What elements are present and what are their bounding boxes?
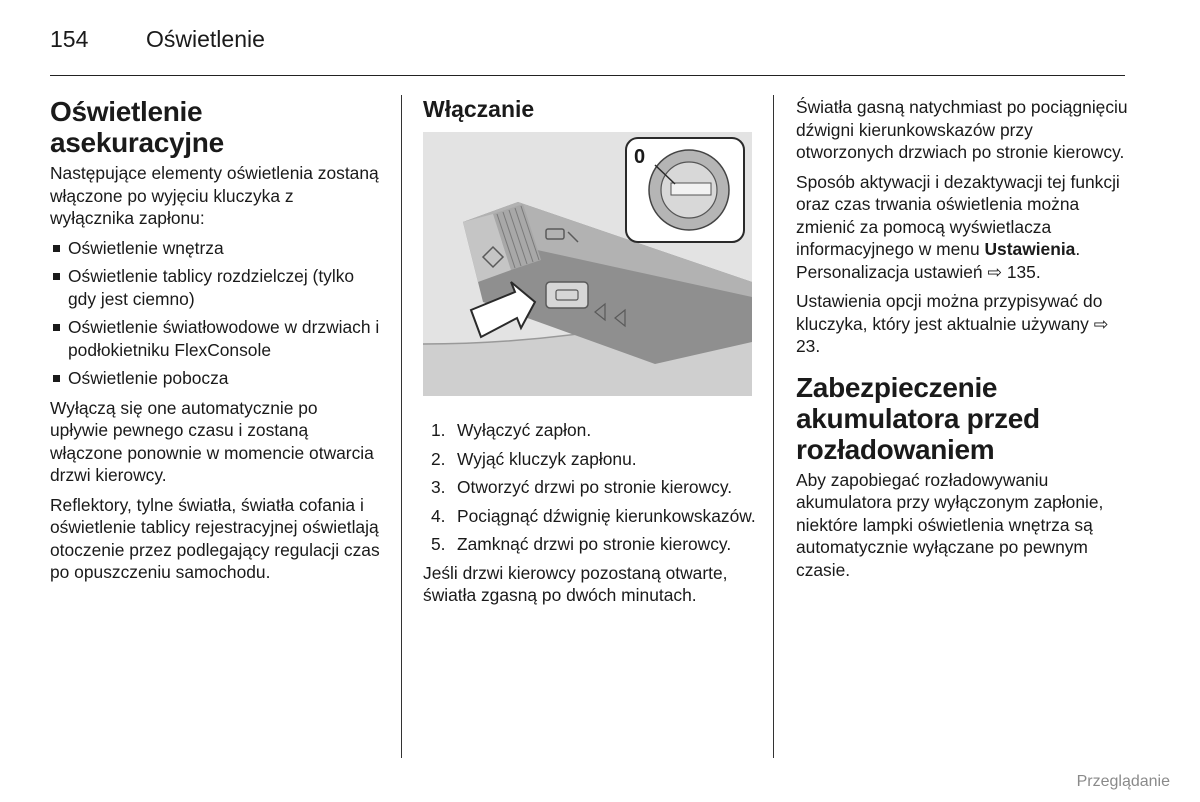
step-item xyxy=(423,533,758,556)
stalk-illustration xyxy=(423,132,752,396)
bullet-item: Oświetlenie tablicy rozdzielczej (tylko gdy jest ciemno) xyxy=(50,265,380,310)
step-text: Otworzyć drzwi po stronie kierowcy. xyxy=(457,477,733,497)
auto-off-paragraph: Wyłączą się one automatycznie po upływie pewnego czasu i zostaną włączone ponownie w momencie otwarcia drzwi kierowcy. xyxy=(50,397,374,485)
step-number: 3. xyxy=(431,477,446,497)
page-reference-link[interactable]: 135. xyxy=(1006,261,1041,282)
exit-lighting-paragraph: Reflektory, tylne światła, światła cofania i oświetlenie tablicy rejestracyjnej oświetlają otoczenie przez podlegający regulacji czas po opuszczeniu samochodu. xyxy=(50,494,380,582)
key-assignment-paragraph xyxy=(796,290,1128,358)
step-number: 1. xyxy=(431,420,446,440)
page-number: 154 xyxy=(50,26,89,52)
lights-off-paragraph: Światła gasną natychmiast po pociągnięciu dźwigni kierunkowskazów przy otworzonych drzwiach po stronie kierowcy. xyxy=(796,97,1128,162)
page-header xyxy=(50,26,265,53)
settings-menu-name: Ustawienia xyxy=(984,239,1076,259)
chapter-title: Oświetlenie xyxy=(146,26,265,52)
step-item xyxy=(423,419,758,442)
page-reference-link[interactable]: 23. xyxy=(796,336,821,356)
intro-paragraph: Następujące elementy oświetlenia zostaną włączone po wyjęciu kluczyka z wyłącznika zapłonu: xyxy=(50,163,379,228)
step-text: Wyjąć kluczyk zapłonu. xyxy=(457,448,637,469)
door-open-note: Jeśli drzwi kierowcy pozostaną otwarte, światła zgasną po dwóch minutach. xyxy=(423,562,728,605)
header-rule xyxy=(50,75,1125,76)
step-text: Wyłączyć zapłon. xyxy=(457,420,592,440)
step-item xyxy=(423,476,758,499)
middle-column xyxy=(423,96,758,122)
left-column xyxy=(50,96,380,591)
steps-list xyxy=(423,419,758,556)
column-divider-1 xyxy=(401,95,402,758)
settings-text: Sposób aktywacji i dezaktywacji tej funkcji oraz czas trwania oświetlenia można zmienić za pomocą wyświetlacza informacyjnego w menu xyxy=(796,171,1120,259)
settings-text-cont: . Personalizacja ustawień xyxy=(796,239,1081,282)
step-text: Pociągnąć dźwignię kierunkowskazów. xyxy=(457,505,756,526)
bullet-item: Oświetlenie światłowodowe w drzwiach i podłokietniku FlexConsole xyxy=(50,316,380,361)
step-number: 4. xyxy=(431,505,446,526)
bullet-list xyxy=(50,237,380,390)
steps-block xyxy=(423,419,758,614)
footer-browse-label: Przeglądanie xyxy=(1076,773,1170,790)
bullet-item: Oświetlenie pobocza xyxy=(50,367,380,390)
step-number: 5. xyxy=(431,534,446,554)
ignition-position-label: 0 xyxy=(634,146,646,168)
step-text: Zamknąć drzwi po stronie kierowcy. xyxy=(457,534,732,554)
turn-signal-stalk-figure xyxy=(423,132,752,396)
section-title-battery-protection: Zabezpieczenie akumulatora przed rozładowaniem xyxy=(796,371,1040,465)
subsection-title-activation: Włączanie xyxy=(423,96,535,122)
battery-paragraph: Aby zapobiegać rozładowywaniu akumulatora przy wyłączonym zapłonie, niektóre lampki oświetlenia wnętrza są automatycznie wyłączane po pewnym czasie. xyxy=(796,469,1104,580)
settings-paragraph xyxy=(796,171,1128,284)
right-column xyxy=(796,96,1128,588)
page-reference-icon: ⇨ xyxy=(987,261,1002,282)
column-divider-2 xyxy=(773,95,774,758)
key-assignment-text: Ustawienia opcji można przypisywać do kluczyka, który jest aktualnie używany xyxy=(796,291,1103,334)
page-reference-icon: ⇨ xyxy=(1093,313,1109,334)
step-item xyxy=(423,448,758,471)
bullet-item: Oświetlenie wnętrza xyxy=(50,237,380,260)
step-item xyxy=(423,505,758,528)
section-title-courtesy-lighting: Oświetlenie asekuracyjne xyxy=(50,96,224,158)
step-number: 2. xyxy=(431,448,446,469)
